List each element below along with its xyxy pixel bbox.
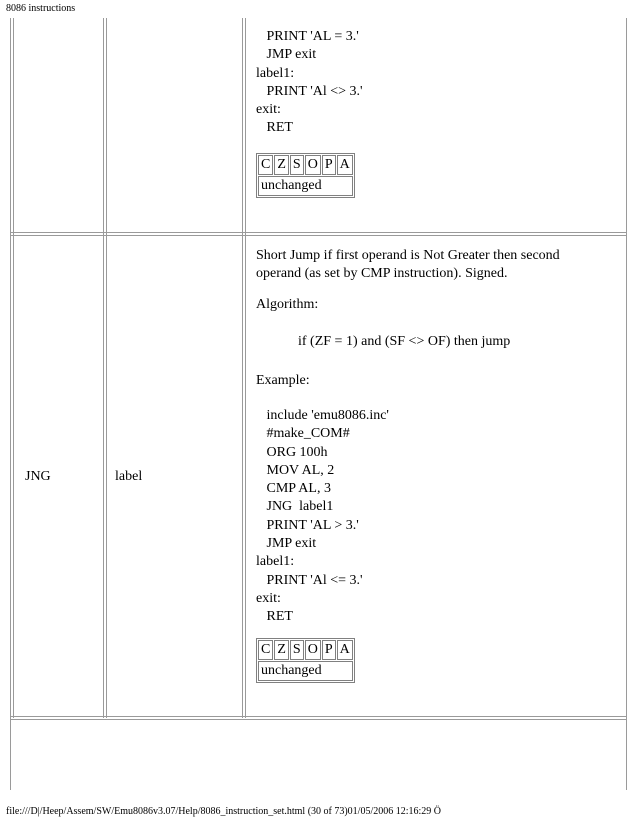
code-line: PRINT 'Al <> 3.' [256,83,363,99]
code-line: label1: [256,554,295,570]
code-line: PRINT 'Al <= 3.' [256,572,363,588]
page-header-title: 8086 instructions [6,3,76,14]
column-divider-4 [242,18,243,718]
code-line: MOV AL, 2 [256,462,335,478]
code-line: ORG 100h [256,444,328,460]
example-label: Example: [256,373,310,388]
example-code-block [256,407,389,627]
code-line: RET [256,120,293,136]
flag-header: C [258,155,273,175]
column-divider-1 [13,18,14,718]
row-separator-top [10,232,627,233]
column-divider-2 [103,18,104,718]
flags-value: unchanged [258,661,353,681]
flag-header: A [337,640,353,660]
flag-header: O [305,640,321,660]
code-line: PRINT 'AL = 3.' [256,29,359,44]
code-line: PRINT 'AL > 3.' [256,517,359,533]
flag-header: P [322,640,336,660]
code-line: include 'emu8086.inc' [256,408,389,423]
code-line: JMP exit [256,47,317,63]
code-line: CMP AL, 3 [256,481,331,497]
flag-header: P [322,155,336,175]
table-border-right [626,18,627,790]
flag-header: O [305,155,321,175]
code-line: label1: [256,65,295,81]
code-line: JNG label1 [256,499,334,515]
table-border-left [10,18,11,790]
flag-header: Z [274,640,289,660]
flag-header: S [290,640,304,660]
algorithm-condition: if (ZF = 1) and (SF <> OF) then jump [298,334,511,349]
jng-flags-table [256,638,355,683]
column-divider-5 [245,18,246,718]
flag-header: S [290,155,304,175]
code-line: #make_COM# [256,426,350,442]
code-line: exit: [256,590,281,606]
flag-header: A [337,155,353,175]
row-end-bottom [10,719,627,720]
algorithm-label: Algorithm: [256,297,319,312]
row-end-top [10,716,627,717]
flag-header: Z [274,155,289,175]
row-separator-bottom [10,235,627,236]
instruction-operands: label [115,469,143,484]
instruction-description: Short Jump if first operand is Not Greater then second operand (as set by CMP instruction). Signed. [256,248,560,281]
column-divider-3 [106,18,107,718]
page-footer-path: file:///D|/Heep/Assem/SW/Emu8086v3.07/Help/8086_instruction_set.html (30 of 73)01/05/2006 12:16:29 Ö [6,806,442,817]
flag-header: C [258,640,273,660]
code-line: exit: [256,102,281,118]
prev-code-block [256,28,363,138]
code-line: RET [256,609,293,625]
flags-value: unchanged [258,176,353,196]
prev-flags-table [256,153,355,198]
code-line: JMP exit [256,536,317,552]
instruction-name: JNG [25,469,51,484]
